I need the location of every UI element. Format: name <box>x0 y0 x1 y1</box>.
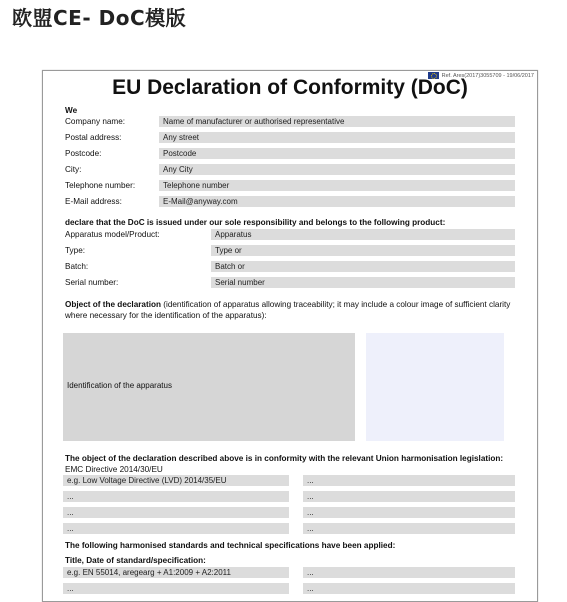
postal-address-field[interactable]: Any street <box>159 132 515 143</box>
type-label: Type: <box>65 246 86 255</box>
standards-subheading: Title, Date of standard/specification: <box>65 556 206 565</box>
batch-label: Batch: <box>65 262 89 271</box>
object-of-declaration <box>65 299 515 321</box>
declare-text: declare that the DoC is issued under our sole responsibility and belongs to the following product: <box>65 218 446 227</box>
apparatus-model-label: Apparatus model/Product: <box>65 230 160 239</box>
city-label: City: <box>65 165 82 174</box>
legislation-left-2[interactable]: ... <box>63 491 289 502</box>
conformity-text: The object of the declaration described above is in conformity with the relevant Union harmonisation legislation: <box>65 454 504 463</box>
batch-field[interactable]: Batch or <box>211 261 515 272</box>
telephone-label: Telephone number: <box>65 181 136 190</box>
telephone-field[interactable]: Telephone number <box>159 180 515 191</box>
object-bold-text: Object of the declaration <box>65 300 161 309</box>
type-field[interactable]: Type or <box>211 245 515 256</box>
legislation-right-3[interactable]: ... <box>303 507 515 518</box>
legislation-right-2[interactable]: ... <box>303 491 515 502</box>
standards-left-2[interactable]: ... <box>63 583 289 594</box>
standards-heading: The following harmonised standards and technical specifications have been applied: <box>65 541 396 550</box>
identification-label: Identification of the apparatus <box>67 381 172 390</box>
legislation-right-1[interactable]: ... <box>303 475 515 486</box>
company-name-field[interactable]: Name of manufacturer or authorised representative <box>159 116 515 127</box>
postcode-label: Postcode: <box>65 149 102 158</box>
apparatus-image-box[interactable] <box>63 333 355 441</box>
standards-right-2[interactable]: ... <box>303 583 515 594</box>
email-field[interactable]: E-Mail@anyway.com <box>159 196 515 207</box>
legislation-left-3[interactable]: ... <box>63 507 289 518</box>
standards-left-1[interactable]: e.g. EN 55014, aregearg + A1:2009 + A2:2011 <box>63 567 289 578</box>
object-rest-text: (identification of apparatus allowing traceability; it may include a colour image of sufficient clarity where necessary for the identification of the apparatus): <box>65 300 511 320</box>
city-field[interactable]: Any City <box>159 164 515 175</box>
emc-directive: EMC Directive 2014/30/EU <box>65 465 163 474</box>
serial-number-label: Serial number: <box>65 278 119 287</box>
page-heading: 欧盟CE- DoC模版 <box>12 6 187 30</box>
legislation-right-4[interactable]: ... <box>303 523 515 534</box>
legislation-left-1[interactable]: e.g. Low Voltage Directive (LVD) 2014/35/EU <box>63 475 289 486</box>
serial-number-field[interactable]: Serial number <box>211 277 515 288</box>
apparatus-model-field[interactable]: Apparatus <box>211 229 515 240</box>
legislation-left-4[interactable]: ... <box>63 523 289 534</box>
we-label: We <box>65 106 78 115</box>
apparatus-colour-image-box[interactable] <box>366 333 504 441</box>
reference-text: Ref. Ares(2017)3055709 - 19/06/2017 <box>441 72 534 79</box>
email-label: E-Mail address: <box>65 197 122 206</box>
doc-title: EU Declaration of Conformity (DoC) <box>112 76 468 99</box>
postal-address-label: Postal address: <box>65 133 122 142</box>
doc-sheet <box>42 70 538 602</box>
postcode-field[interactable]: Postcode <box>159 148 515 159</box>
standards-right-1[interactable]: ... <box>303 567 515 578</box>
company-name-label: Company name: <box>65 117 126 126</box>
